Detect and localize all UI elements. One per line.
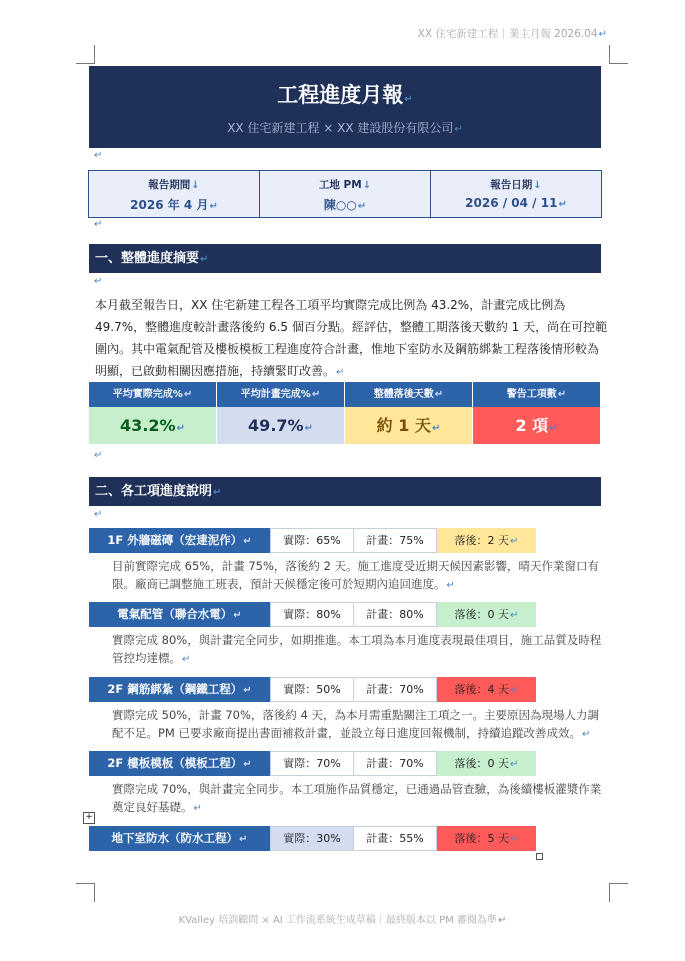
- work-item-row: [89, 602, 536, 627]
- kpi-label: 整體落後天數↵: [345, 382, 473, 407]
- paragraph-mark-icon: ↵: [94, 219, 103, 230]
- work-item-actual: 實際：30%: [270, 826, 354, 851]
- report-title: 工程進度月報↵: [277, 83, 413, 107]
- work-item-delay: 落後：0 天↵: [437, 602, 536, 627]
- title-banner: [89, 66, 601, 148]
- work-item-row: [89, 528, 536, 553]
- work-item-row: [89, 826, 536, 851]
- work-item-plan: 計畫：75%: [354, 528, 437, 553]
- work-item-description: 實際完成 80%，與計畫完全同步，如期推進。本工項為本月進度表現最佳項目，施工品質及時程管控均達標。↵: [112, 633, 602, 665]
- kpi-table: [89, 382, 601, 444]
- work-item-delay: 落後：4 天↵: [437, 677, 536, 702]
- kpi-label: 警告工項數↵: [473, 382, 601, 407]
- kpi-value-delay-days: 約 1 天↵: [345, 407, 473, 444]
- kpi-label: 平均實際完成%↵: [89, 382, 217, 407]
- table-move-handle-icon[interactable]: +: [83, 812, 95, 824]
- work-item-actual: 實際：65%: [270, 528, 354, 553]
- info-cell-pm: 工地 PM↓ 陳○○↵: [260, 171, 431, 217]
- work-item-plan: 計畫：55%: [354, 826, 437, 851]
- paragraph-mark-icon: ↵: [94, 276, 103, 287]
- work-item-actual: 實際：80%: [270, 602, 354, 627]
- work-item-actual: 實際：50%: [270, 677, 354, 702]
- page-header: XX 住宅新建工程｜業主月報 2026.04↵: [417, 28, 607, 40]
- work-item-plan: 計畫：70%: [354, 677, 437, 702]
- paragraph-mark-icon: ↵: [94, 150, 103, 161]
- info-cell-date: 報告日期↓ 2026 / 04 / 11↵: [465, 179, 567, 210]
- info-cell-period: 報告期間↓ 2026 年 4 月↵: [89, 171, 260, 217]
- section-heading-items: 二、各工項進度說明↵: [89, 477, 601, 506]
- paragraph-mark-icon: ↵: [94, 509, 103, 520]
- crop-mark-bottom-left: [76, 883, 95, 902]
- kpi-label: 平均計畫完成%↵: [217, 382, 345, 407]
- kpi-value-plan: 49.7%↵: [217, 407, 345, 444]
- work-item-delay: 落後：0 天↵: [437, 751, 536, 776]
- report-subtitle: XX 住宅新建工程 × XX 建設股份有限公司↵: [227, 121, 463, 135]
- kpi-value-actual: 43.2%↵: [89, 407, 217, 444]
- work-item-name: 電氣配管（聯合水電）↵: [89, 602, 270, 627]
- summary-paragraph: 本月截至報告日，XX 住宅新建工程各工項平均實際完成比例為 43.2%，計畫完成比例為 49.7%，整體進度較計畫落後約 6.5 個百分點。經評估，整體工期落後天數約 1 天，尚在可控範圍內。其中電氣配管及樓板模板工程進度符合計畫，惟地下室防水及鋼筋綁紮工程落後情形較為明顯，已啟動相關因應措施，持續緊盯改善。↵: [95, 298, 608, 378]
- work-item-name: 1F 外牆磁磚（宏達泥作）↵: [89, 528, 270, 553]
- info-table: [88, 170, 602, 218]
- kpi-value-warning-count: 2 項↵: [473, 407, 601, 444]
- work-item-plan: 計畫：80%: [354, 602, 437, 627]
- section-heading-summary: 一、整體進度摘要↵: [89, 244, 601, 273]
- crop-mark-top-left: [76, 45, 95, 64]
- work-item-delay: 落後：2 天↵: [437, 528, 536, 553]
- page-footer: KValley 培訓顧問 × AI 工作流系統生成草稿｜最終版本以 PM 審閱為準↵: [178, 915, 507, 926]
- work-item-actual: 實際：70%: [270, 751, 354, 776]
- work-item-description: 實際完成 50%，計畫 70%，落後約 4 天，為本月需重點關注工項之一。主要原因為現場人力調配不足。PM 已要求廠商提出書面補救計畫，並設立每日進度回報機制，持續追蹤改善成效。↵: [112, 708, 600, 740]
- work-item-name: 2F 樓板模板（模板工程）↵: [89, 751, 270, 776]
- work-item-plan: 計畫：70%: [354, 751, 437, 776]
- table-resize-handle-icon[interactable]: [536, 853, 543, 860]
- work-item-description: 實際完成 70%，與計畫完全同步。本工項施作品質穩定，已通過品管查驗，為後續樓板灌漿作業奠定良好基礎。↵: [112, 782, 602, 814]
- work-item-row: [89, 751, 536, 776]
- crop-mark-top-right: [609, 45, 628, 64]
- work-item-name: 2F 鋼筋綁紮（鋼鐵工程）↵: [89, 677, 270, 702]
- work-item-description: 目前實際完成 65%，計畫 75%，落後約 2 天。施工進度受近期天候因素影響，晴天作業窗口有限。廠商已調整施工班表，預計天候穩定後可於短期內追回進度。↵: [112, 559, 600, 591]
- crop-mark-bottom-right: [609, 883, 628, 902]
- work-item-name: 地下室防水（防水工程）↵: [89, 826, 270, 851]
- paragraph-mark-icon: ↵: [94, 450, 103, 461]
- work-item-row: [89, 677, 536, 702]
- work-item-delay: 落後：5 天↵: [437, 826, 536, 851]
